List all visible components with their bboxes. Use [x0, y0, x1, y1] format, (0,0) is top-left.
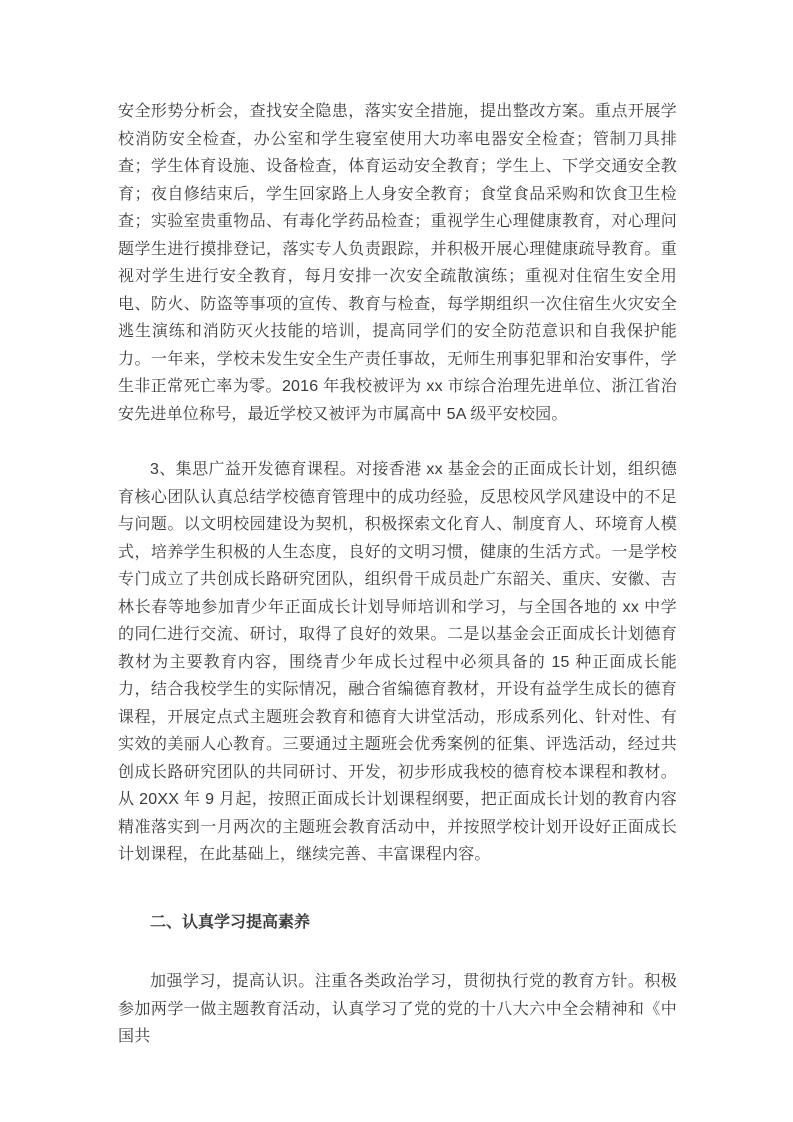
paragraph-safety-continuation: 安全形势分析会，查找安全隐患，落实安全措施，提出整改方案。重点开展学校消防安全检查，办公室和学生寝室使用大功率电器安全检查；管制刀具排查；学生体育设施、设备检查，体育运动安全教育；学生上、下学交通安全教育；夜自修结束后，学生回家路上人身安全教育；食堂食品采购和饮食卫生检查；实验室贵重物品、有毒化学药品检查；重视学生心理健康教育，对心理问题学生进行摸排登记，落实专人负责跟踪，并积极开展心理健康疏导教育。重视对学生进行安全教育，每月安排一次安全疏散演练；重视对住宿生安全用电、防火、防盗等事项的宣传、教育与检查，每学期组织一次住宿生火灾安全逃生演练和消防灭火技能的培训，提高同学们的安全防范意识和自我保护能力。一年来，学校未发生安全生产责任事故，无师生刑事犯罪和治安事件，学生非正常死亡率为零。2016 年我校被评为 xx 市综合治理先进单位、浙江省治安先进单位称号，最近学校又被评为市属高中 5A 级平安校园。 [118, 103, 677, 423]
paragraph-strengthen-study: 加强学习，提高认识。注重各类政治学习，贯彻执行党的教育方针。积极参加两学一做主题教育活动，认真学习了党的党的十八大六中全会精神和《中国共 [118, 973, 677, 1045]
document-content [118, 98, 677, 1079]
section-heading-study-improve: 二、认真学习提高素养 [150, 913, 311, 931]
paragraph-moral-education-curriculum: 3、集思广益开发德育课程。对接香港 xx 基金会的正面成长计划，组织德育核心团队认真总结学校德育管理中的成功经验，反思校风学风建设中的不足与问题。以文明校园建设为契机，积极探索文化育人、制度育人、环境育人模式，培养学生积极的人生态度，良好的文明习惯，健康的生活方式。一是学校专门成立了共创成长路研究团队，组织骨干成员赴广东韶关、重庆、安徽、吉林长春等地参加青少年正面成长计划导师培训和学习，与全国各地的 xx 中学的同仁进行交流、研讨，取得了良好的效果。二是以基金会正面成长计划德育教材为主要教育内容，围绕青少年成长过程中必须具备的 15 种正面成长能力，结合我校学生的实际情况，融合省编德育教材，开设有益学生成长的德育课程，开展定点式主题班会教育和德育大讲堂活动，形成系列化、针对性、有实效的美丽人心教育。三要通过主题班会优秀案例的征集、评选活动，经过共创成长路研究团队的共同研讨、开发，初步形成我校的德育校本课程和教材。从 20XX 年 9 月起，按照正面成长计划课程纲要，把正面成长计划的教育内容精准落实到一月两次的主题班会教育活动中，并按照学校计划开设好正面成长计划课程，在此基础上，继续完善、丰富课程内容。 [118, 461, 677, 863]
